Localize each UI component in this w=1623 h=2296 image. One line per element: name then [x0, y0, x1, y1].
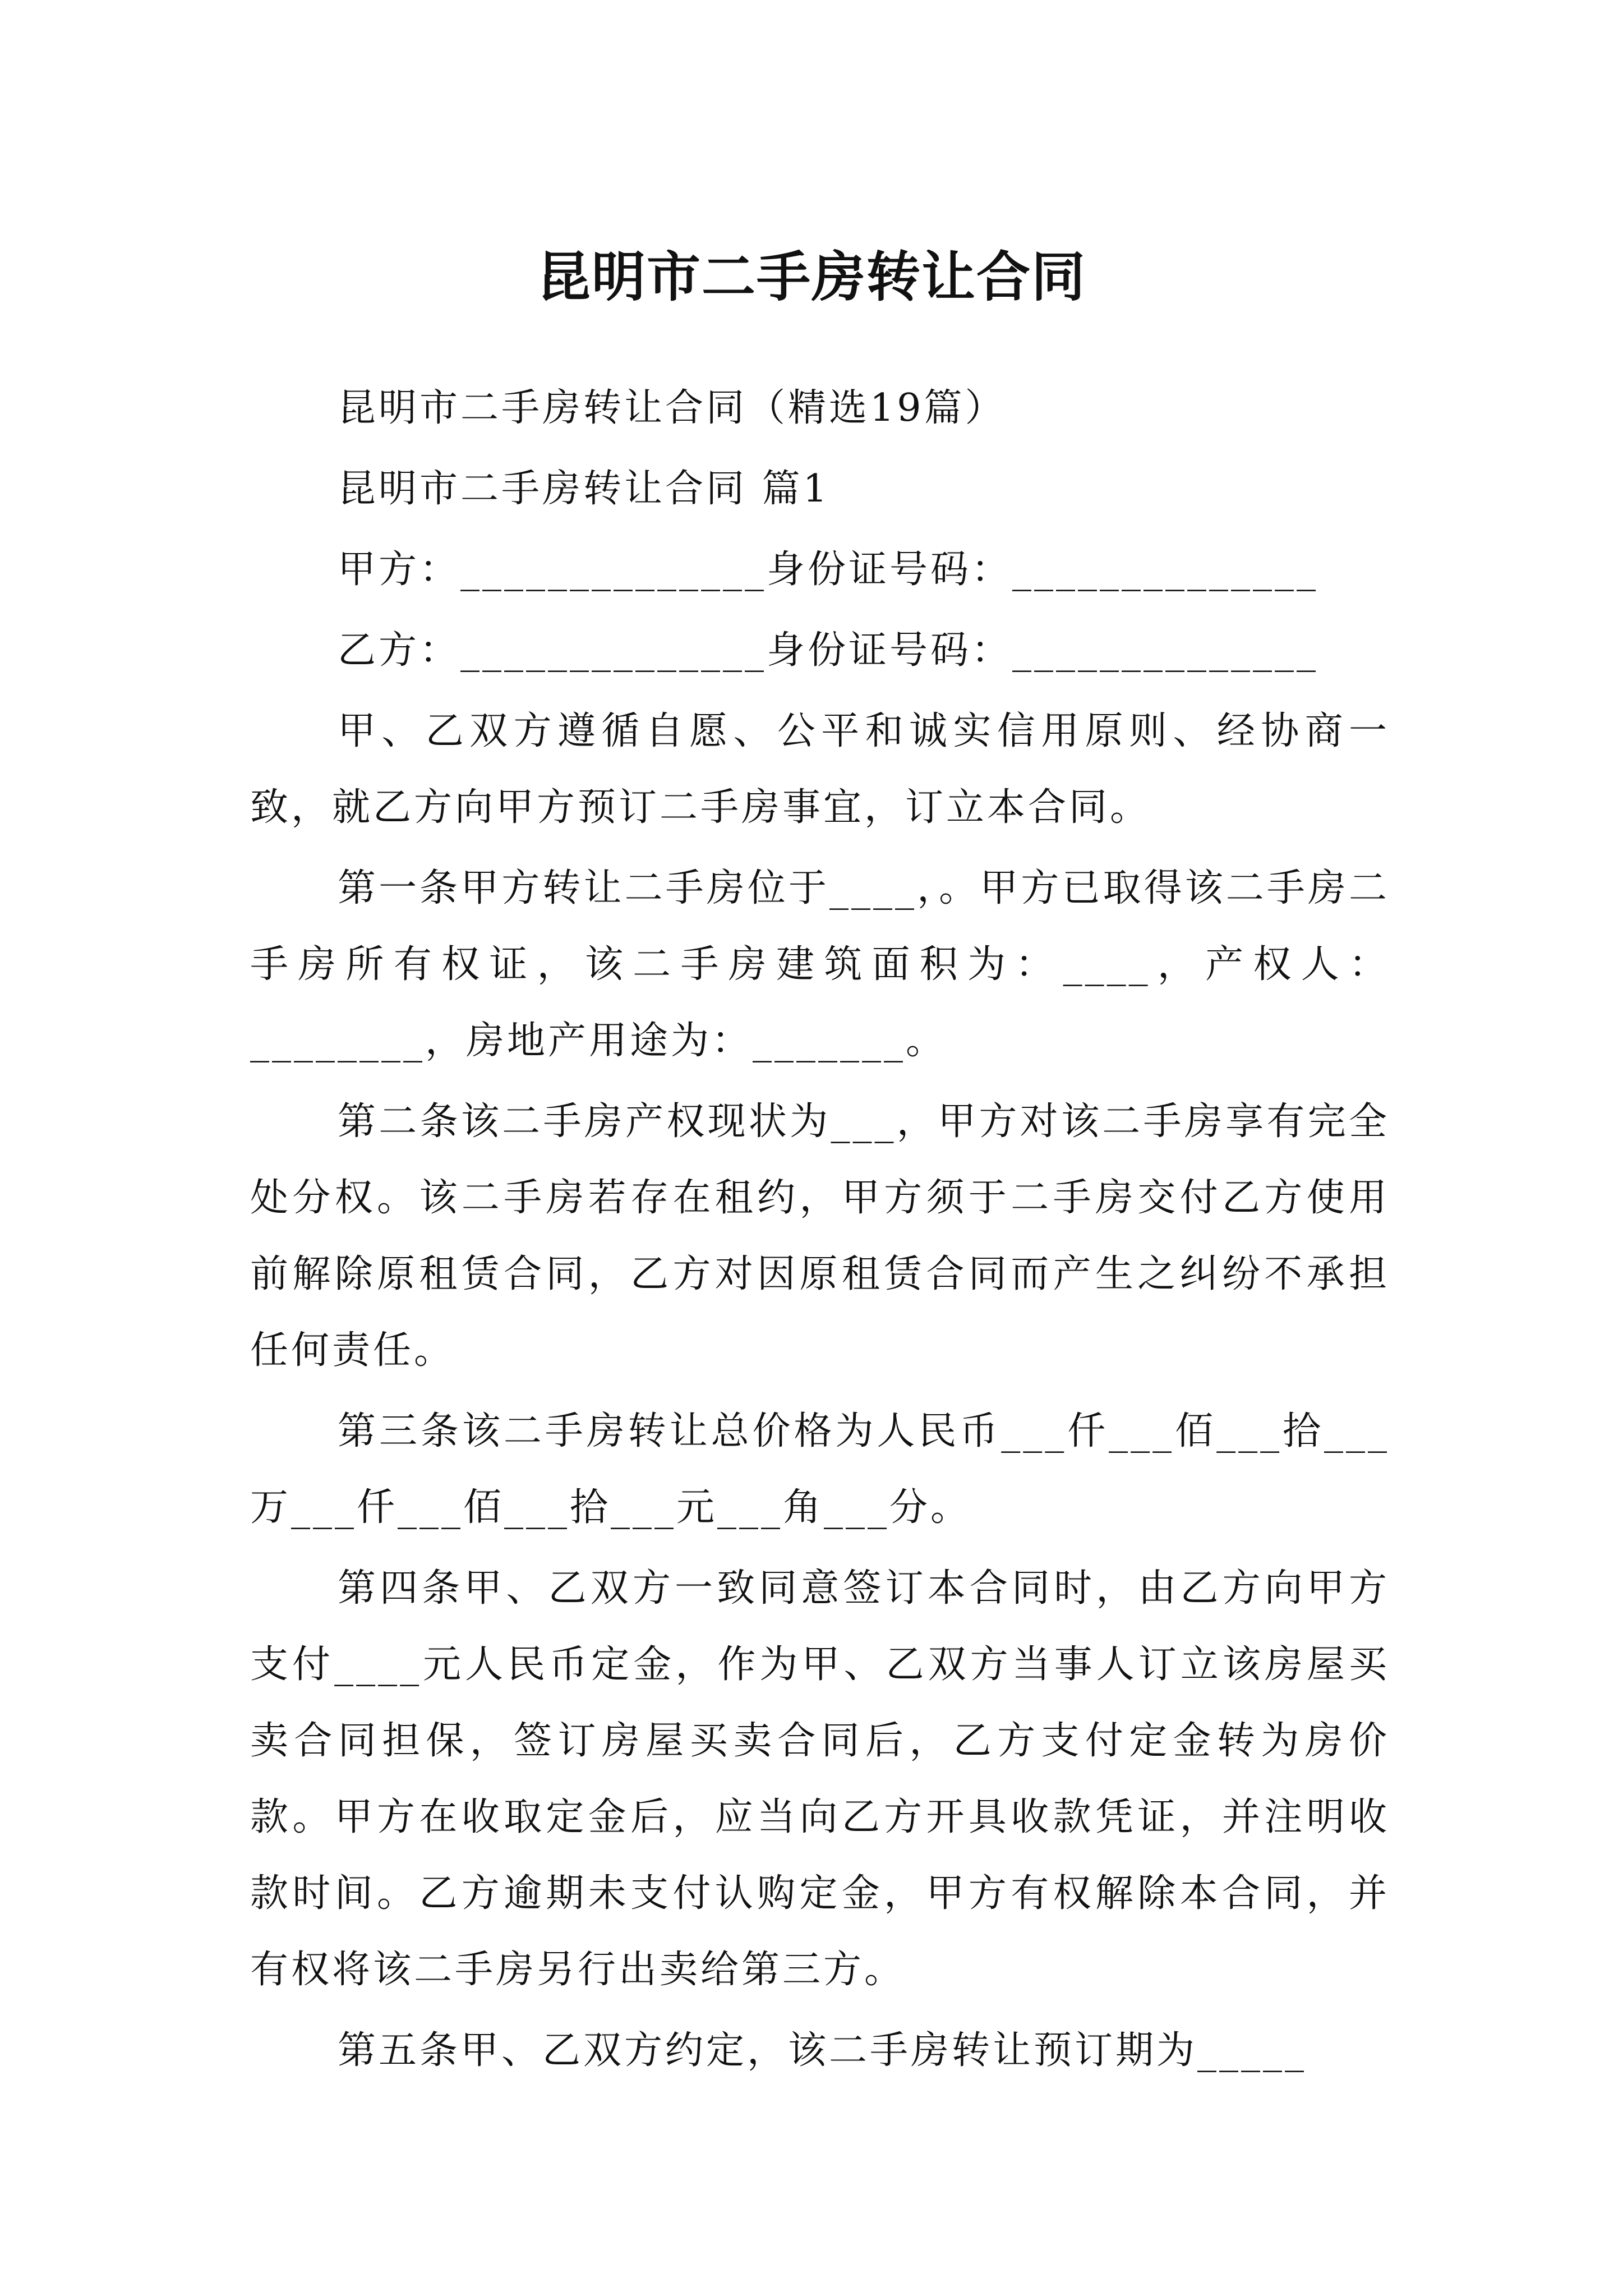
party-b-line: 乙方：______________身份证号码：______________ [338, 628, 1319, 673]
article-5-paragraph: 第五条甲、乙双方约定，该二手房转让预订期为_____ [338, 2028, 1307, 2073]
section-heading: 昆明市二手房转让合同 篇1 [338, 467, 830, 511]
article-2-paragraph: 第二条该二手房产权现状为___，甲方对该二手房享有完全处分权。该二手房若存在租约，甲方须于二手房交付乙方使用前解除原租赁合同，乙方对因原租赁合同而产生之纠纷不承担任何责任。 [250, 1099, 1390, 1373]
party-a-line: 甲方：______________身份证号码：______________ [338, 547, 1319, 592]
article-3-paragraph: 第三条该二手房转让总价格为人民币___仟___佰___拾___万___仟___佰___拾___元___角___分。 [250, 1409, 1390, 1530]
preamble-paragraph: 甲、乙双方遵循自愿、公平和诚实信用原则、经协商一致，就乙方向甲方预订二手房事宜，订立本合同。 [250, 709, 1390, 830]
subtitle-paragraph: 昆明市二手房转让合同（精选19篇） [338, 386, 1006, 430]
document-title: 昆明市二手房转让合同 [537, 245, 1086, 309]
article-1-paragraph: 第一条甲方转让二手房位于____，。甲方已取得该二手房二手房所有权证，该二手房建筑面积为：____，产权人：________，房地产用途为：_______。 [250, 866, 1390, 1063]
document-body [250, 370, 1390, 2089]
article-4-paragraph: 第四条甲、乙双方一致同意签订本合同时，由乙方向甲方支付____元人民币定金，作为甲、乙双方当事人订立该房屋买卖合同担保，签订房屋买卖合同后，乙方支付定金转为房价款。甲方在收取定金后，应当向乙方开具收款凭证，并注明收款时间。乙方逾期未支付认购定金，甲方有权解除本合同，并有权将该二手房另行出卖给第三方。 [250, 1566, 1390, 1992]
